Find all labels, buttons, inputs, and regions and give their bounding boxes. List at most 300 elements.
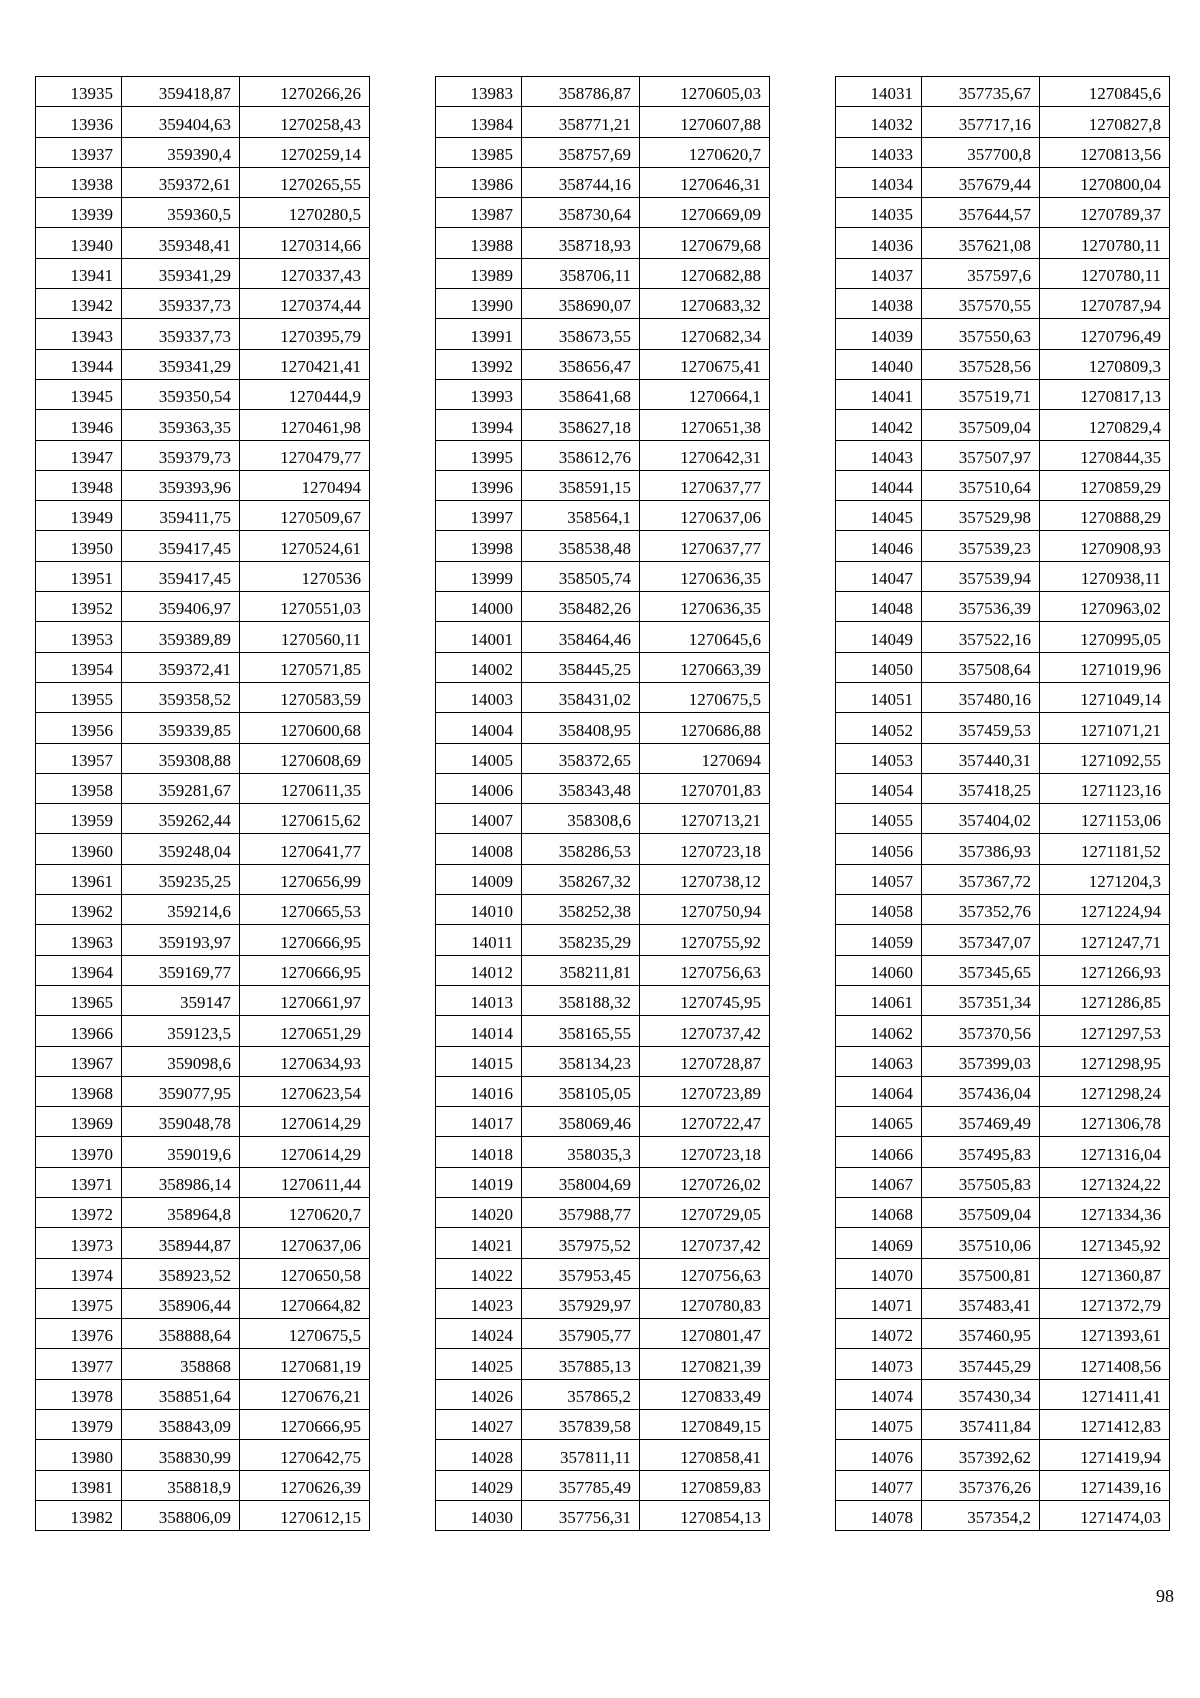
x-coordinate-cell: 359393,96 [122, 470, 240, 500]
table-row [36, 622, 370, 652]
point-number-cell: 14032 [836, 107, 922, 137]
table-row [436, 925, 770, 955]
y-coordinate-cell: 1270666,95 [240, 925, 370, 955]
x-coordinate-cell: 358165,55 [522, 1016, 640, 1046]
point-number-cell: 13937 [36, 137, 122, 167]
point-number-cell: 14039 [836, 319, 922, 349]
x-coordinate-cell: 358505,74 [522, 561, 640, 591]
table-row [36, 1076, 370, 1106]
coordinate-table-2 [435, 76, 770, 1531]
x-coordinate-cell: 358105,05 [522, 1076, 640, 1106]
x-coordinate-cell: 358851,64 [122, 1379, 240, 1409]
y-coordinate-cell: 1270623,54 [240, 1076, 370, 1106]
y-coordinate-cell: 1270266,26 [240, 77, 370, 107]
y-coordinate-cell: 1270614,29 [240, 1107, 370, 1137]
point-number-cell: 13949 [36, 501, 122, 531]
y-coordinate-cell: 1270756,63 [640, 1258, 770, 1288]
point-number-cell: 14074 [836, 1379, 922, 1409]
y-coordinate-cell: 1270827,8 [1040, 107, 1170, 137]
y-coordinate-cell: 1270259,14 [240, 137, 370, 167]
y-coordinate-cell: 1271123,16 [1040, 773, 1170, 803]
table-row [436, 289, 770, 319]
x-coordinate-cell: 358445,25 [522, 652, 640, 682]
y-coordinate-cell: 1270755,92 [640, 925, 770, 955]
point-number-cell: 13971 [36, 1167, 122, 1197]
table-row [36, 1440, 370, 1470]
x-coordinate-cell: 357756,31 [522, 1500, 640, 1530]
y-coordinate-cell: 1270611,35 [240, 773, 370, 803]
table-row [836, 289, 1170, 319]
x-coordinate-cell: 358744,16 [522, 167, 640, 197]
y-coordinate-cell: 1270666,95 [240, 1410, 370, 1440]
table-row [836, 1137, 1170, 1167]
table-row [436, 955, 770, 985]
table-row [36, 1107, 370, 1137]
table-row [436, 1470, 770, 1500]
x-coordinate-cell: 357436,04 [922, 1076, 1040, 1106]
y-coordinate-cell: 1270809,3 [1040, 349, 1170, 379]
y-coordinate-cell: 1270656,99 [240, 864, 370, 894]
x-coordinate-cell: 358612,76 [522, 440, 640, 470]
y-coordinate-cell: 1270859,83 [640, 1470, 770, 1500]
table-row [836, 1197, 1170, 1227]
table-row [836, 349, 1170, 379]
table-row [836, 1046, 1170, 1076]
point-number-cell: 14063 [836, 1046, 922, 1076]
table-row [36, 1167, 370, 1197]
x-coordinate-cell: 359248,04 [122, 834, 240, 864]
point-number-cell: 13944 [36, 349, 122, 379]
point-number-cell: 13956 [36, 713, 122, 743]
point-number-cell: 14011 [436, 925, 522, 955]
y-coordinate-cell: 1270723,89 [640, 1076, 770, 1106]
point-number-cell: 13993 [436, 379, 522, 409]
x-coordinate-cell: 357370,56 [922, 1016, 1040, 1046]
y-coordinate-cell: 1271411,41 [1040, 1379, 1170, 1409]
point-number-cell: 14078 [836, 1500, 922, 1530]
point-number-cell: 13935 [36, 77, 122, 107]
table-row [36, 319, 370, 349]
x-coordinate-cell: 359123,5 [122, 1016, 240, 1046]
point-number-cell: 13948 [36, 470, 122, 500]
point-number-cell: 13939 [36, 198, 122, 228]
table-row [436, 228, 770, 258]
x-coordinate-cell: 358868 [122, 1349, 240, 1379]
table-row [436, 1410, 770, 1440]
x-coordinate-cell: 359379,73 [122, 440, 240, 470]
x-coordinate-cell: 359235,25 [122, 864, 240, 894]
table-row [836, 1258, 1170, 1288]
point-number-cell: 13958 [36, 773, 122, 803]
y-coordinate-cell: 1271419,94 [1040, 1440, 1170, 1470]
y-coordinate-cell: 1270612,15 [240, 1500, 370, 1530]
x-coordinate-cell: 358464,46 [522, 622, 640, 652]
table-row [836, 713, 1170, 743]
x-coordinate-cell: 359417,45 [122, 531, 240, 561]
table-row [36, 804, 370, 834]
x-coordinate-cell: 358906,44 [122, 1288, 240, 1318]
x-coordinate-cell: 358431,02 [522, 682, 640, 712]
point-number-cell: 14037 [836, 258, 922, 288]
table-row [836, 985, 1170, 1015]
x-coordinate-cell: 357418,25 [922, 773, 1040, 803]
x-coordinate-cell: 357570,55 [922, 289, 1040, 319]
table-row [36, 379, 370, 409]
table-row [436, 713, 770, 743]
x-coordinate-cell: 357430,34 [922, 1379, 1040, 1409]
x-coordinate-cell: 359363,35 [122, 410, 240, 440]
x-coordinate-cell: 359406,97 [122, 592, 240, 622]
page-number: 98 [1156, 1586, 1174, 1606]
x-coordinate-cell: 358843,09 [122, 1410, 240, 1440]
y-coordinate-cell: 1270642,75 [240, 1440, 370, 1470]
y-coordinate-cell: 1270829,4 [1040, 410, 1170, 440]
table-row [836, 258, 1170, 288]
x-coordinate-cell: 357929,97 [522, 1288, 640, 1318]
x-coordinate-cell: 357507,97 [922, 440, 1040, 470]
point-number-cell: 14021 [436, 1228, 522, 1258]
point-number-cell: 14015 [436, 1046, 522, 1076]
table-row [36, 501, 370, 531]
table-row [836, 319, 1170, 349]
y-coordinate-cell: 1270646,31 [640, 167, 770, 197]
table-row [836, 682, 1170, 712]
x-coordinate-cell: 357510,06 [922, 1228, 1040, 1258]
point-number-cell: 13976 [36, 1319, 122, 1349]
table-row [436, 258, 770, 288]
y-coordinate-cell: 1271298,24 [1040, 1076, 1170, 1106]
x-coordinate-cell: 357480,16 [922, 682, 1040, 712]
y-coordinate-cell: 1271266,93 [1040, 955, 1170, 985]
x-coordinate-cell: 358730,64 [522, 198, 640, 228]
y-coordinate-cell: 1270675,41 [640, 349, 770, 379]
x-coordinate-cell: 359350,54 [122, 379, 240, 409]
point-number-cell: 13966 [36, 1016, 122, 1046]
x-coordinate-cell: 358818,9 [122, 1470, 240, 1500]
point-number-cell: 14072 [836, 1319, 922, 1349]
point-number-cell: 13988 [436, 228, 522, 258]
point-number-cell: 14009 [436, 864, 522, 894]
point-number-cell: 13984 [436, 107, 522, 137]
x-coordinate-cell: 357536,39 [922, 592, 1040, 622]
table-row [36, 985, 370, 1015]
table-row [436, 77, 770, 107]
y-coordinate-cell: 1270750,94 [640, 895, 770, 925]
y-coordinate-cell: 1270615,62 [240, 804, 370, 834]
point-number-cell: 14025 [436, 1349, 522, 1379]
y-coordinate-cell: 1270620,7 [240, 1197, 370, 1227]
y-coordinate-cell: 1270494 [240, 470, 370, 500]
point-number-cell: 13943 [36, 319, 122, 349]
y-coordinate-cell: 1271316,04 [1040, 1137, 1170, 1167]
x-coordinate-cell: 359417,45 [122, 561, 240, 591]
table-row [436, 1076, 770, 1106]
point-number-cell: 14061 [836, 985, 922, 1015]
x-coordinate-cell: 357988,77 [522, 1197, 640, 1227]
table-row [836, 622, 1170, 652]
y-coordinate-cell: 1270854,13 [640, 1500, 770, 1530]
point-number-cell: 14024 [436, 1319, 522, 1349]
table-row [36, 1228, 370, 1258]
x-coordinate-cell: 357519,71 [922, 379, 1040, 409]
point-number-cell: 14041 [836, 379, 922, 409]
y-coordinate-cell: 1270859,29 [1040, 470, 1170, 500]
x-coordinate-cell: 359348,41 [122, 228, 240, 258]
table-row [436, 985, 770, 1015]
point-number-cell: 13980 [36, 1440, 122, 1470]
point-number-cell: 14077 [836, 1470, 922, 1500]
table-row [836, 531, 1170, 561]
table-row [36, 1258, 370, 1288]
y-coordinate-cell: 1270821,39 [640, 1349, 770, 1379]
point-number-cell: 14001 [436, 622, 522, 652]
table-row [36, 349, 370, 379]
table-row [36, 834, 370, 864]
point-number-cell: 13947 [36, 440, 122, 470]
y-coordinate-cell: 1271224,94 [1040, 895, 1170, 925]
x-coordinate-cell: 357354,2 [922, 1500, 1040, 1530]
y-coordinate-cell: 1270666,95 [240, 955, 370, 985]
y-coordinate-cell: 1271247,71 [1040, 925, 1170, 955]
table-row [836, 1319, 1170, 1349]
y-coordinate-cell: 1270614,29 [240, 1137, 370, 1167]
y-coordinate-cell: 1270637,77 [640, 531, 770, 561]
x-coordinate-cell: 357865,2 [522, 1379, 640, 1409]
x-coordinate-cell: 357483,41 [922, 1288, 1040, 1318]
point-number-cell: 14035 [836, 198, 922, 228]
x-coordinate-cell: 358786,87 [522, 77, 640, 107]
y-coordinate-cell: 1271019,96 [1040, 652, 1170, 682]
point-number-cell: 13936 [36, 107, 122, 137]
x-coordinate-cell: 358888,64 [122, 1319, 240, 1349]
y-coordinate-cell: 1270461,98 [240, 410, 370, 440]
x-coordinate-cell: 359308,88 [122, 743, 240, 773]
y-coordinate-cell: 1270664,1 [640, 379, 770, 409]
point-number-cell: 14033 [836, 137, 922, 167]
table-row [836, 1410, 1170, 1440]
x-coordinate-cell: 357469,49 [922, 1107, 1040, 1137]
point-number-cell: 13954 [36, 652, 122, 682]
y-coordinate-cell: 1270607,88 [640, 107, 770, 137]
y-coordinate-cell: 1270800,04 [1040, 167, 1170, 197]
y-coordinate-cell: 1270663,39 [640, 652, 770, 682]
y-coordinate-cell: 1270280,5 [240, 198, 370, 228]
point-number-cell: 14000 [436, 592, 522, 622]
x-coordinate-cell: 359390,4 [122, 137, 240, 167]
y-coordinate-cell: 1270661,97 [240, 985, 370, 1015]
x-coordinate-cell: 358830,99 [122, 1440, 240, 1470]
point-number-cell: 14048 [836, 592, 922, 622]
table-row [36, 895, 370, 925]
x-coordinate-cell: 358408,95 [522, 713, 640, 743]
point-number-cell: 13978 [36, 1379, 122, 1409]
point-number-cell: 13997 [436, 501, 522, 531]
point-number-cell: 13940 [36, 228, 122, 258]
x-coordinate-cell: 358986,14 [122, 1167, 240, 1197]
y-coordinate-cell: 1270583,59 [240, 682, 370, 712]
point-number-cell: 14051 [836, 682, 922, 712]
point-number-cell: 14006 [436, 773, 522, 803]
y-coordinate-cell: 1270938,11 [1040, 561, 1170, 591]
table-row [36, 440, 370, 470]
table-row [36, 1288, 370, 1318]
x-coordinate-cell: 358538,48 [522, 531, 640, 561]
x-coordinate-cell: 359077,95 [122, 1076, 240, 1106]
point-number-cell: 14058 [836, 895, 922, 925]
table-row [836, 925, 1170, 955]
y-coordinate-cell: 1271324,22 [1040, 1167, 1170, 1197]
point-number-cell: 14038 [836, 289, 922, 319]
point-number-cell: 14068 [836, 1197, 922, 1227]
y-coordinate-cell: 1270651,29 [240, 1016, 370, 1046]
point-number-cell: 13987 [436, 198, 522, 228]
point-number-cell: 13968 [36, 1076, 122, 1106]
x-coordinate-cell: 357508,64 [922, 652, 1040, 682]
table-row [836, 1016, 1170, 1046]
x-coordinate-cell: 357510,64 [922, 470, 1040, 500]
point-number-cell: 13952 [36, 592, 122, 622]
table-row [36, 531, 370, 561]
y-coordinate-cell: 1270645,6 [640, 622, 770, 652]
y-coordinate-cell: 1271439,16 [1040, 1470, 1170, 1500]
table-row [36, 1500, 370, 1530]
coordinate-table-body [36, 77, 370, 1531]
x-coordinate-cell: 357376,26 [922, 1470, 1040, 1500]
x-coordinate-cell: 358718,93 [522, 228, 640, 258]
point-number-cell: 13986 [436, 167, 522, 197]
point-number-cell: 14064 [836, 1076, 922, 1106]
table-row [836, 77, 1170, 107]
y-coordinate-cell: 1270729,05 [640, 1197, 770, 1227]
table-row [36, 107, 370, 137]
table-row [836, 1107, 1170, 1137]
point-number-cell: 13991 [436, 319, 522, 349]
table-row [436, 379, 770, 409]
y-coordinate-cell: 1270571,85 [240, 652, 370, 682]
x-coordinate-cell: 357345,65 [922, 955, 1040, 985]
point-number-cell: 14057 [836, 864, 922, 894]
y-coordinate-cell: 1270728,87 [640, 1046, 770, 1076]
point-number-cell: 14005 [436, 743, 522, 773]
point-number-cell: 14034 [836, 167, 922, 197]
y-coordinate-cell: 1270634,93 [240, 1046, 370, 1076]
x-coordinate-cell: 357367,72 [922, 864, 1040, 894]
point-number-cell: 14073 [836, 1349, 922, 1379]
y-coordinate-cell: 1271204,3 [1040, 864, 1170, 894]
table-row [36, 773, 370, 803]
point-number-cell: 14012 [436, 955, 522, 985]
table-row [836, 864, 1170, 894]
point-number-cell: 14060 [836, 955, 922, 985]
x-coordinate-cell: 359262,44 [122, 804, 240, 834]
table-row [436, 1046, 770, 1076]
x-coordinate-cell: 357735,67 [922, 77, 1040, 107]
table-row [836, 501, 1170, 531]
x-coordinate-cell: 357539,23 [922, 531, 1040, 561]
x-coordinate-cell: 358757,69 [522, 137, 640, 167]
table-row [436, 1258, 770, 1288]
point-number-cell: 13957 [36, 743, 122, 773]
x-coordinate-cell: 358252,38 [522, 895, 640, 925]
point-number-cell: 13995 [436, 440, 522, 470]
y-coordinate-cell: 1270676,21 [240, 1379, 370, 1409]
y-coordinate-cell: 1270844,35 [1040, 440, 1170, 470]
point-number-cell: 14026 [436, 1379, 522, 1409]
point-number-cell: 13945 [36, 379, 122, 409]
point-number-cell: 14055 [836, 804, 922, 834]
point-number-cell: 13985 [436, 137, 522, 167]
table-row [36, 1379, 370, 1409]
table-row [836, 834, 1170, 864]
point-number-cell: 13963 [36, 925, 122, 955]
table-row [836, 198, 1170, 228]
table-row [36, 198, 370, 228]
point-number-cell: 14066 [836, 1137, 922, 1167]
x-coordinate-cell: 358771,21 [522, 107, 640, 137]
x-coordinate-cell: 359404,63 [122, 107, 240, 137]
table-row [836, 652, 1170, 682]
point-number-cell: 14017 [436, 1107, 522, 1137]
x-coordinate-cell: 357522,16 [922, 622, 1040, 652]
coordinate-table-body [836, 77, 1170, 1531]
y-coordinate-cell: 1271345,92 [1040, 1228, 1170, 1258]
y-coordinate-cell: 1270651,38 [640, 410, 770, 440]
x-coordinate-cell: 357529,98 [922, 501, 1040, 531]
y-coordinate-cell: 1270995,05 [1040, 622, 1170, 652]
y-coordinate-cell: 1271412,83 [1040, 1410, 1170, 1440]
x-coordinate-cell: 357351,34 [922, 985, 1040, 1015]
x-coordinate-cell: 359372,61 [122, 167, 240, 197]
y-coordinate-cell: 1270849,15 [640, 1410, 770, 1440]
point-number-cell: 14028 [436, 1440, 522, 1470]
y-coordinate-cell: 1270605,03 [640, 77, 770, 107]
point-number-cell: 13959 [36, 804, 122, 834]
y-coordinate-cell: 1270509,67 [240, 501, 370, 531]
x-coordinate-cell: 358372,65 [522, 743, 640, 773]
table-row [836, 592, 1170, 622]
y-coordinate-cell: 1270888,29 [1040, 501, 1170, 531]
point-number-cell: 14071 [836, 1288, 922, 1318]
y-coordinate-cell: 1270675,5 [640, 682, 770, 712]
x-coordinate-cell: 359411,75 [122, 501, 240, 531]
table-row [836, 470, 1170, 500]
table-row [836, 1379, 1170, 1409]
y-coordinate-cell: 1271474,03 [1040, 1500, 1170, 1530]
point-number-cell: 13992 [436, 349, 522, 379]
y-coordinate-cell: 1271092,55 [1040, 743, 1170, 773]
x-coordinate-cell: 358690,07 [522, 289, 640, 319]
table-row [836, 410, 1170, 440]
y-coordinate-cell: 1270637,06 [240, 1228, 370, 1258]
x-coordinate-cell: 358627,18 [522, 410, 640, 440]
x-coordinate-cell: 357509,04 [922, 1197, 1040, 1227]
y-coordinate-cell: 1270600,68 [240, 713, 370, 743]
table-row [436, 440, 770, 470]
point-number-cell: 14042 [836, 410, 922, 440]
table-row [436, 682, 770, 712]
y-coordinate-cell: 1270665,53 [240, 895, 370, 925]
point-number-cell: 13973 [36, 1228, 122, 1258]
point-number-cell: 13967 [36, 1046, 122, 1076]
y-coordinate-cell: 1270723,18 [640, 834, 770, 864]
table-row [436, 501, 770, 531]
table-row [836, 228, 1170, 258]
table-row [436, 804, 770, 834]
table-row [36, 682, 370, 712]
x-coordinate-cell: 359281,67 [122, 773, 240, 803]
point-number-cell: 13990 [436, 289, 522, 319]
x-coordinate-cell: 357839,58 [522, 1410, 640, 1440]
